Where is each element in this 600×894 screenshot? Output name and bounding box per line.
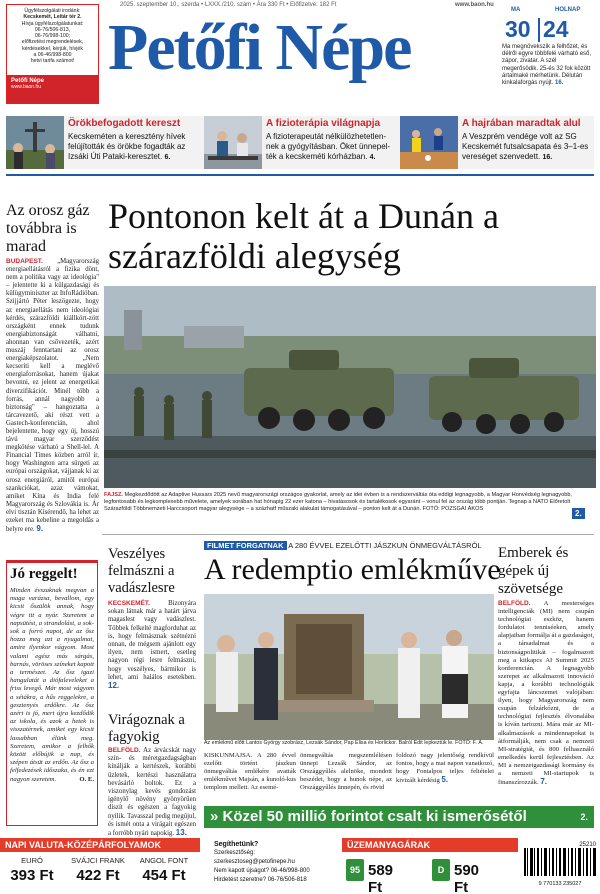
gas-kicker: BUDAPEST. (6, 258, 43, 265)
currency-gbp: ANGOL FONT 454 Ft (139, 856, 189, 884)
good-morning-text: Minden évszaknak megvan a maga varázsa, bevallom, egy kicsit őszülök annak, hogy végre itt a nyár. Szeretem a napsütést, a strandolást, a sok-sok a forró napot, de az ősz hozza meg azt a nyugalmat, amire ilyenkor vágyom. Most valami egész más sárgás, barnás, vöröses színeket kapott a természet. Az ősz igazi hangulatát a diófaleveleket a friss levegő. Már most vágyom a sétákra, a hűs reggelekre, a gesztenyés erdőkre. Az ősz azért is jó, mert újra kezdődik az iskola, és azok a hetek is visszatérnek, amiket egy kicsit lassabban élünk meg. Szeretem, amikor a felhők között előbújik a nap, és szépen átsüt az erdőn. Az ősz a felfedezések időszaka, és én ezt nagyon szeretem. O. E. (10, 587, 94, 783)
newspaper-logo[interactable]: Petőfi Népe (108, 11, 411, 84)
ai-headline[interactable]: Emberek és gépek új szövetsége (498, 545, 569, 597)
weather-divider (538, 18, 540, 42)
ad-brand-sub: www.baon.hu (11, 84, 42, 91)
climb-page[interactable]: 12. (108, 681, 120, 691)
section-divider (102, 534, 594, 535)
main-page-ref[interactable]: 2. (572, 508, 585, 519)
currency-chf: SVÁJCI FRANK 422 Ft (71, 856, 125, 884)
teaser-futsal[interactable] (400, 116, 594, 169)
weather-temp-tomorrow: 24 (543, 16, 569, 42)
contact-editorial[interactable]: Szerkesztőség: szerkesztoseg@petofinepe.hu (214, 850, 295, 865)
futsal-photo (400, 116, 458, 169)
ad-line: a 06-46/998-800 (33, 52, 72, 59)
ice-text: Az árvácskát nagy szín- és méretgazdagságban kínálják a kertészek, korábbi üzletek, kertészi használatra bevásárló boltok. Ez a viszonylag kevés gondozást igénylő növény gyönyörűen díszít és egészen a fagyokig nyílik. Tavasszal pedig megújul, és ismét onta a virágait egészen a forróbb nyári napokig. (108, 747, 196, 838)
ad-line: kérdésekkel, kérjük, hívjék (22, 45, 83, 52)
contact-info (214, 838, 326, 894)
ad-brand: Petőfi Népe (11, 78, 45, 84)
caption-kicker: FAJSZ. (104, 492, 123, 498)
teaser-cross[interactable] (6, 116, 202, 169)
climb-text: Bizonyára sokan látnak már a határt járva magaslest vagy vadászlest. Többek felkelté magforduhat az is, hogy felmásznak szétnézni onnan, de mégsem ajánlott egy ilyen, nem ismert, esetleg nagyon régi lesre felmászni, hogy veszélyes, bármikor is lehet, ami halálos esetekben. (108, 600, 196, 681)
barcode-number: 9 770133 235027 (538, 881, 582, 887)
exchange-rates (0, 838, 200, 894)
barcode-icon (524, 848, 596, 876)
banner-page[interactable]: 2. (580, 812, 588, 822)
barcode (524, 842, 596, 890)
flowers-headline[interactable]: Virágoznak a fagyokig (108, 712, 185, 745)
gas-article (6, 258, 99, 534)
teaser-title: A hajrában maradtak alul (462, 118, 581, 129)
ad-line: Hívja ügyfélszolgálatunkat: (21, 20, 84, 27)
fuel-pump-icon: D (432, 859, 450, 881)
ad-line: előfizetési megrendelések, (21, 39, 84, 46)
ad-line: 06-76/998-100; (34, 33, 71, 40)
redemption-photo (204, 594, 494, 740)
contact-title: Segíthetünk? (214, 841, 259, 848)
teaser-page: 6. (164, 154, 171, 161)
weather-temp-today: 30 (505, 16, 531, 42)
redemption-text-col3: foldozó nagy jelentőség rendkívül fontos, hogy a mai napon vanatkozó, hogy Fontalpos teljes feltételei kivizált kérdésig 5. (396, 752, 494, 785)
ad-brand-strip (7, 75, 98, 103)
hunting-stand-headline[interactable]: Veszélyes felmászni a vadászlesre (108, 546, 175, 596)
contact-delivery[interactable]: Nem kapott újságot? 06-46/998-800 (214, 868, 310, 874)
caption-text: Megkezdődött az Adaptive Hussars 2025 nevű magyarországi országos gyakorlat, amely az idei évben is a rendszerváltás óta eddigi legnagyobb, a Magyar Honvédség legnagyobb, legfontosabb és legkomplexebb művelete, amelyek sorában hat hónapig 22 ezer katona – hivatásosok és tartalékosok egyaránt – vonul fel az ország több pontján. Tegnap a NATO Előretolt Szárazföldi Többnemzeti Harccsoport magyar alegysége – a százhatf műszaki alakulat támogatásával – ponton kelt át a Dunán. FOTÓ: POZSGAI ÁKOS (104, 492, 572, 513)
film-kicker (204, 541, 482, 550)
weather-text: Ma megnövekszik a felhőzet, és délről egyre többfelé várható eső, zápor, zivatar. A szél megerősödik. 25-és 32 fok között ártalmaké mérhetünk. Délután kinkalaforgás nyújt. (502, 44, 592, 87)
exchange-rates-title: NAPI VALUTA-KÖZÉPÁRFOLYAMOK (0, 838, 200, 852)
physio-photo (204, 116, 262, 169)
fuel-prices: ÜZEMANYAGÁRAK 95 589 Ft D 590 Ft (342, 838, 518, 894)
hunting-stand-article (108, 600, 196, 691)
weather-page[interactable]: 16. (555, 80, 564, 87)
footer-bar (0, 838, 600, 894)
subscription-ad[interactable] (6, 4, 99, 104)
section-divider (6, 174, 594, 176)
tech-page[interactable]: 7. (540, 777, 548, 787)
ad-line: Ügyfélszolgálati irodánk: (24, 8, 81, 14)
teaser-page: 4. (369, 154, 376, 161)
good-morning-sign: O. E. (79, 775, 94, 783)
fuel-pump-icon: 95 (346, 859, 364, 881)
ad-line: 06-76/506-813, (34, 26, 71, 33)
teaser-text: A Veszprém vendége volt az SG Kecskemét futsalcsapata és 3–1-es vereséget szenvedett. 16. (462, 132, 589, 161)
tech-text: A mesterséges intelligenciák (MI) nem csupán technológiai eszköz, hanem fordulatot tenniséeken, amely alapjaiban formálja át a gazdaságot, a társadalmat és a biztonságpolitikát – fogalmazott meg a kitkapcs AI Summit 2025 konferencián. A legnagyobb szerepet az alkalmazott innováció kapja, a korábbi technológiák egyfajta láncszemei valójában: ilyen, hogy Magyarország nem csupán felzárkózni, de a technológiai fejlesztés élvonalába is kíván tartozni. Mára már az MI-alkalmazások a mindennapokat is átformálják, nem csak a nemzeti MI-stratégiát, és 800 felhasználó emelkedés kerül fejlesztésben. Az MI a nemzetgazdasági kormány és a nemzeti MI-startupok is finanszírozzák. (498, 600, 594, 787)
main-photo-armored-vehicles (104, 286, 596, 488)
weather-forecast (502, 44, 594, 87)
ice-kicker: BELFÖLD. (108, 747, 141, 754)
teaser-title: Örökbefogadott kereszt (68, 118, 181, 129)
tech-kicker: BELFÖLD. (498, 600, 531, 607)
ad-line: hetvi tarifa számot! (30, 58, 75, 65)
climb-kicker: KECSKEMÉT. (108, 600, 150, 607)
good-morning-title: Jó reggelt! (10, 566, 78, 582)
redemption-headline[interactable]: A redemptio emlékműve (204, 553, 501, 586)
fraud-banner[interactable] (204, 806, 594, 828)
gas-headline[interactable]: Az orosz gáz továbbra is marad (6, 202, 90, 255)
teaser-physio[interactable] (204, 116, 398, 169)
teaser-title: A fizioterápia világnapja (266, 118, 381, 129)
redemption-caption: Az emlékmű előtt Lantos György szobrász, Lezsák Sándor, Pap Elisa és Horlickor. Balról Edit lepkeztük le. FOTÓ: F. Á. (204, 740, 484, 746)
teaser-text: Kecskeméten a keresztény hívek felújították és örökbe fogadták az Izsáki Úti Pataki-keresztet. 6. (68, 132, 186, 161)
currency-eur: EURÓ 393 Ft (10, 856, 54, 884)
gas-page[interactable]: 9. (36, 524, 44, 534)
contact-ads[interactable]: Hirdetést szeretne? 06-76/506-818 (214, 877, 307, 883)
teaser-text: A fizioterapeutát nélkülözhetetlen-nek a gyógyításban. Öket ünnepel-ték a kecskeméti kórházban. 4. (266, 132, 391, 161)
redemption-text-col1: KISKUNMAJSA. A 280 évvel ezelőtt történt jászkun önmegváltás emlékére avatták emlékművet Majsán, a kunoló-kus templom mellett. Az esemé- (204, 752, 296, 792)
flowers-article (108, 747, 196, 838)
gas-text: „Magyarország energiaellátásról a fizika dönt, nem a politika vagy az ideológia" – jelentette ki a külgazdasági és külügyminiszter az InfoRádióban. Szijjártó Péter leszögezte, hogy az energiaellátás nem ideológiai kérdés, szárazföldi kiállkört-zött országként ennek tudunk energiabiztonságát válhatni, ahonnan van csővezeték, azért muszáj fenntartani az orosz energiaképszolatot. „Nem kecseríti kell a meglévő energiaforrásokat, hanem újakat bevonni, ez jelent az energetikai diverzifikációt. Minél több a forrás, annál nagyobb a biztonság" – hangoztatta a tárcavezető, aki részt vett a Gastech-konferencián, ahol bejelentette, hogy egy új, hosszú távú magyar szerződést megkötése várható a Shell-lel. A Financial Times közben arról ír, hogy Washington arra sürgeti az európai országokat, vájjanak ki az orosz energiáról, amitől európai szankciókat, azaz vámokat, amiket Kína és India felé Magyarország és Szlovákia is. Ár elvi tisztán Kísérendő, ha lehet az ezeket ma kebeline a megoldás a belyre ere. (6, 258, 99, 534)
good-morning-column (6, 560, 98, 826)
teaser-strip (6, 116, 594, 169)
redemption-text-col2: önmegváltás megszemlélésen ünnepi Lezsák Sándor, az Országgyűlés alelnöke, mondott beszédet, hogy a hunok népe, az Országgyűlés ünnepén, és rövid (300, 752, 392, 792)
ad-line: Kecskemét, Leitár tér 2. (23, 14, 82, 21)
ice-page[interactable]: 13. (175, 828, 187, 838)
film-kicker-text: A 280 ÉVVEL EZELŐTTI JÁSZKUN ÖNMEGVÁLTÁSRÓL (288, 541, 482, 550)
website-link[interactable]: www.baon.hu (455, 2, 494, 8)
weather-label-tomorrow: HOLNAP (555, 7, 581, 13)
main-photo-caption (104, 492, 572, 514)
issue-info: 2025. szeptember 10., szerda • LXXX./210. szám • Ára 330 Ft • Előfizetve: 182 Ft (120, 2, 337, 8)
main-headline[interactable]: Pontonon kelt át a Dunán a szárazföldi alegység (108, 196, 499, 276)
weather-label-today: MA (511, 7, 521, 13)
weather-box (502, 4, 597, 114)
fuel-prices-title: ÜZEMANYAGÁRAK (342, 838, 518, 852)
redemption-page[interactable]: 5. (441, 775, 449, 785)
ai-article (498, 600, 594, 787)
barcode-issue: 25210 (579, 842, 596, 848)
cross-photo (6, 116, 64, 169)
teaser-page: 16. (542, 154, 553, 161)
film-kicker-label: FILMET FORGATNAK (204, 541, 287, 550)
banner-text: » Közel 50 millió forintot csalt ki ismerősétől (210, 808, 527, 825)
